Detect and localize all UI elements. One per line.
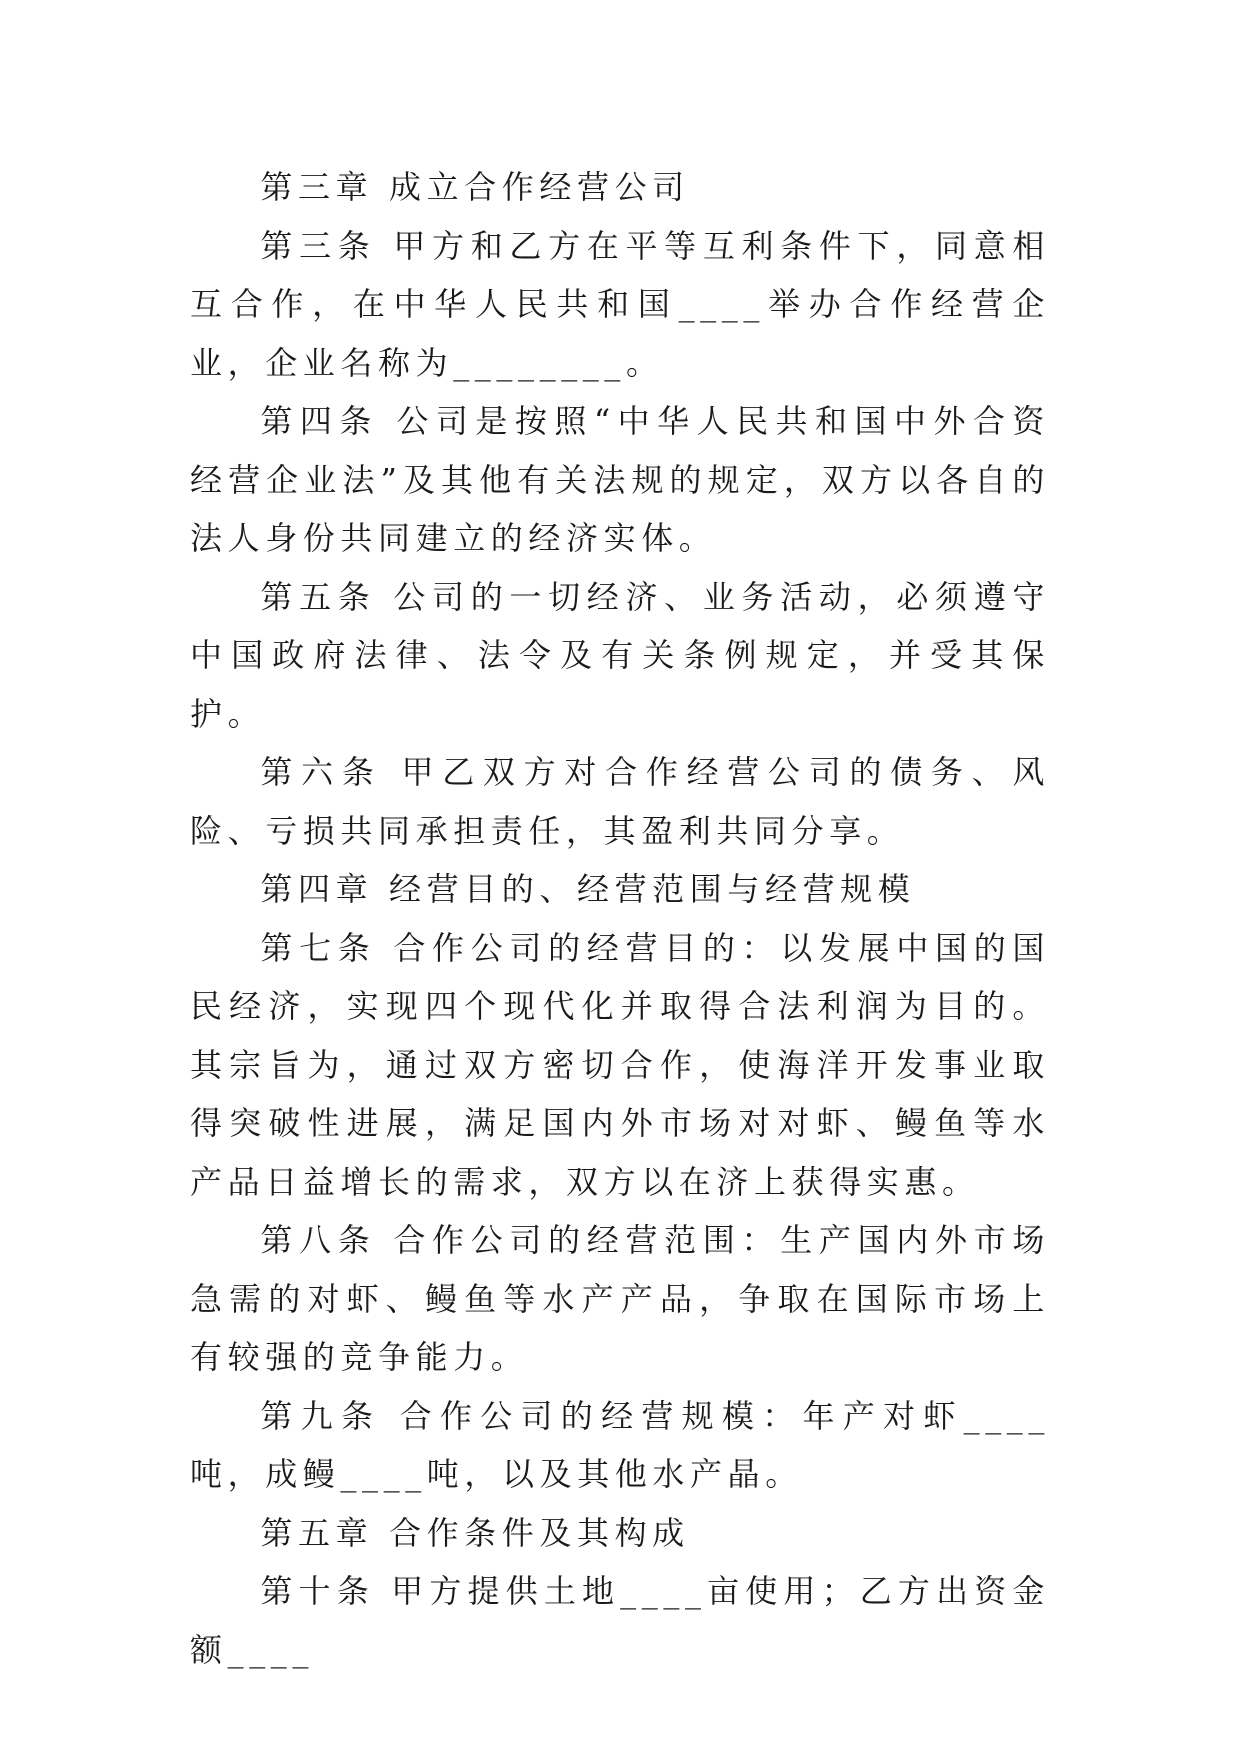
article-7: 第七条 合作公司的经营目的：以发展中国的国民经济，实现四个现代化并取得合法利润为目的。其宗旨为，通过双方密切合作，使海洋开发事业取得突破性进展，满足国内外市场对对虾、鳗鱼等水产品日益增长的需求，双方以在济上获得实惠。 [190, 928, 1050, 1201]
article-9: 第九条 合作公司的经营规模：年产对虾____吨，成鳗____吨，以及其他水产晶。 [190, 1396, 1050, 1493]
article-5: 第五条 公司的一切经济、业务活动，必须遵守中国政府法律、法令及有关条例规定，并受其保护。 [190, 577, 1050, 733]
article-8: 第八条 合作公司的经营范围：生产国内外市场急需的对虾、鳗鱼等水产产品，争取在国际市场上有较强的竞争能力。 [190, 1221, 1050, 1376]
chapter-3-heading: 第三章 成立合作经营公司 [260, 168, 690, 206]
chapter-5-heading: 第五章 合作条件及其构成 [260, 1513, 690, 1552]
article-3: 第三条 甲方和乙方在平等互利条件下，同意相互合作，在中华人民共和国____举办合作经营企业，企业名称为________。 [190, 226, 1050, 382]
article-4: 第四条 公司是按照“中华人民共和国中外合资经营企业法”及其他有关法规的规定，双方以各自的法人身份共同建立的经济实体。 [190, 402, 1050, 557]
document-body [190, 158, 1050, 1679]
article-10: 第十条 甲方提供土地____亩使用；乙方出资金额____ [190, 1572, 1050, 1669]
article-6: 第六条 甲乙双方对合作经营公司的债务、风险、亏损共同承担责任，其盈利共同分享。 [190, 753, 1050, 850]
chapter-4-heading: 第四章 经营目的、经营范围与经营规模 [260, 870, 916, 908]
